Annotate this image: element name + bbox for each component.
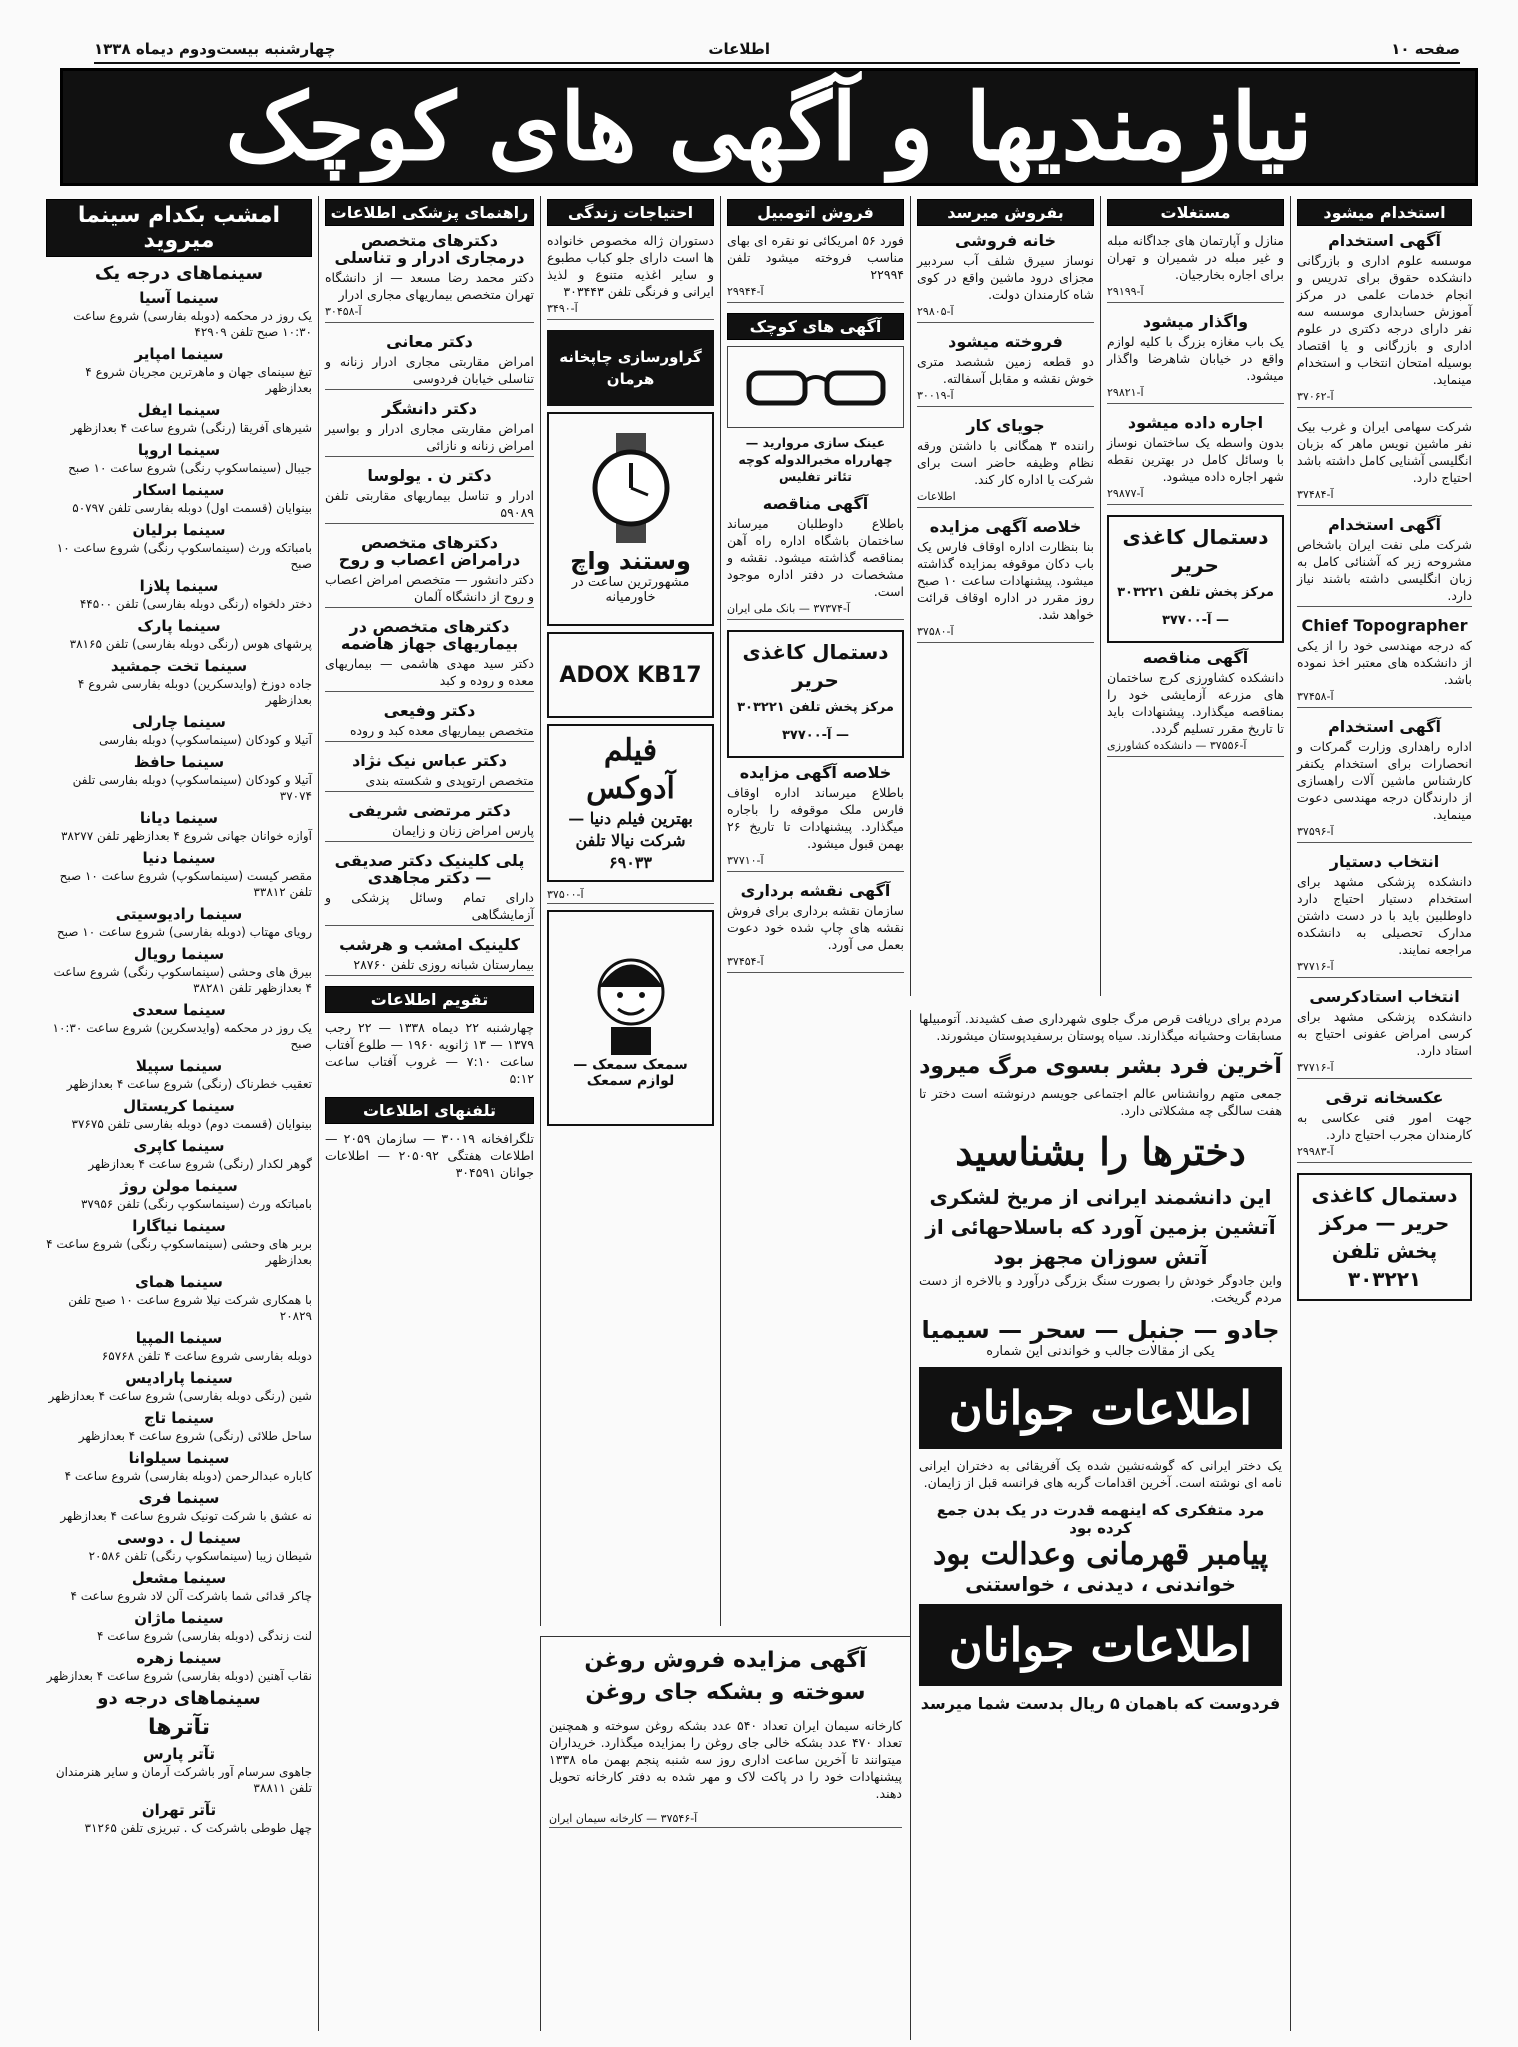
cinema-name: سینما مولن روژ — [120, 1177, 238, 1195]
cinema-list — [46, 289, 312, 1684]
cinema-name: سینما مشعل — [131, 1569, 227, 1587]
ad-code: آ-۳۷۷۱۶ — [1297, 958, 1472, 978]
theatres-head: تآترها — [148, 1715, 210, 1740]
calendar-head: تقویم اطلاعات — [325, 986, 534, 1013]
tissue-ad-sub: مرکز پخش تلفن ۳۰۳۲۲۱ — آ-۳۷۷۰۰ — [1117, 585, 1274, 628]
cinema-name: سینما پارادیس — [125, 1369, 233, 1387]
cinema-name: سینما آسیا — [139, 289, 219, 307]
column-cinema — [40, 196, 318, 2031]
ad-text: دستوران ژاله مخصوص خانواده ها است دارای جلو کباب مطبوع و سایر اغذیه متنوع و لذیذ ایرانی و فرنگی تلفن ۳۰۳۴۴۳ — [547, 233, 714, 299]
cinema-name: سینما امپایر — [134, 345, 224, 363]
cinema-name: سینما ماژان — [134, 1609, 224, 1627]
cinema-name: سینما ل . دوسی — [116, 1529, 241, 1547]
doctors-list — [325, 232, 534, 976]
wristwatch-icon — [576, 433, 686, 543]
classified-ad — [1297, 1089, 1472, 1163]
ad-title: دکتر ن . یولوسا — [367, 466, 492, 485]
classified-ad — [325, 333, 534, 390]
cinema-program: تعقیب خطرناک (رنگی) شروع ساعت ۴ بعدازظهر — [66, 1077, 312, 1091]
ad-code — [1297, 604, 1472, 607]
ad-code: اطلاعات — [917, 488, 1094, 508]
classified-ad — [325, 702, 534, 742]
ad-title: عکسخانه ترقی — [1325, 1088, 1444, 1107]
phones-head: تلفنهای اطلاعات — [325, 1097, 534, 1124]
feature-notice-4: یک دختر ایرانی که گوشه‌نشین شده یک آفریقائی به دختران ایرانی نامه ای نوشته است. آخرین اقدامات گربه های فرانسه قبل از زایمان. — [919, 1458, 1282, 1490]
cinema-program: دوبله بفارسی شروع ساعت ۴ تلفن ۶۵۷۶۸ — [101, 1349, 312, 1363]
cinema-program: آتیلا و کودکان (سینماسکوپ) دوبله بفارسی تلفن ۳۷۰۷۴ — [72, 773, 312, 803]
page-number: صفحه ۱۰ — [1391, 40, 1460, 58]
cinema-program: آوازه خوانان جهانی شروع ۴ بعدازظهر تلفن ۳۸۲۷۷ — [60, 829, 312, 843]
cinema-program: جاده دوزخ (وایدسکرین) دوبله بفارسی شروع ۴ بعدازظهر — [77, 677, 312, 707]
ad-code: آ-۳۰۰۱۹ — [917, 387, 1094, 407]
tissue-ad-2 — [1107, 515, 1284, 643]
eyeglasses-icon — [741, 365, 891, 409]
watch-ad — [547, 412, 714, 626]
auction-text: بنا بنظارت اداره اوقاف فارس یک باب دکان موقوفه بمزایده گذاشته میشود. پیشنهادات ساعت ۱۰ صبح روز مقرر در اداره اوقاف قرائت خواهد شد. — [917, 539, 1094, 622]
classified-ad — [1107, 232, 1284, 303]
first-class-head: سینماهای درجه یک — [94, 263, 264, 284]
cinema-name: سینما حافظ — [133, 753, 225, 771]
ad-code: آ-۳۴۹۰ — [547, 300, 714, 320]
magazine-logo-1: اطلاعات جوانان — [919, 1367, 1282, 1449]
cinema-program: بربر های وحشی (سینماسکوپ رنگی) شروع ساعت ۴ بعدازظهر — [46, 1237, 312, 1267]
cinema-program: پرشهای هوس (رنگی دوبله بفارسی) تلفن ۳۸۱۶۵ — [69, 637, 312, 651]
cinema-program: بینوایان (قسمت دوم) دوبله بفارسی تلفن ۳۷۶۷۵ — [71, 1117, 312, 1131]
ad-text: ادرار و تناسل بیماریهای مقاربتی تلفن ۵۹۰۸۹ — [325, 488, 534, 520]
ad-code: آ-۳۷۴۸۴ — [1297, 486, 1472, 506]
cinema-name: سینما کریستال — [123, 1097, 235, 1115]
ad-code: آ-۳۷۵۹۶ — [1297, 823, 1472, 843]
tissue-ad: دستمال کاغذی حریر — مرکز پخش تلفن ۳۰۳۲۲۱ — [1297, 1173, 1472, 1301]
cinema-program: چهل طوطی باشرکت ک . تبریزی تلفن ۳۱۲۶۵ — [84, 1821, 312, 1835]
cinema-program: مقصر کیست (سینماسکوپ) شروع ساعت ۱۰ صبح تلفن ۳۳۸۱۲ — [59, 869, 312, 899]
ad-text: امراض مقاربتی مجاری ادرار زنانه و تناسلی خیابان فردوسی — [325, 354, 534, 386]
cinema-name: سینما اسکار — [133, 481, 225, 499]
ad-code — [325, 521, 534, 524]
ad-title: دکترهای متخصص در بیماریهای جهاز هاضمه — [340, 617, 519, 653]
ad-title: دکترهای متخصص درمجاری ادرار و تناسلی — [334, 231, 525, 267]
ad-code — [325, 973, 534, 976]
classified-ad — [1297, 516, 1472, 607]
cinema-program: چاکر قدائی شما باشرکت آلن لاد شروع ساعت ۴ — [70, 1589, 312, 1603]
series-sub: یکی از مقالات جالب و خواندنی این شماره — [986, 1344, 1215, 1359]
tender-notice-2 — [727, 495, 904, 620]
tender-title: آگهی مناقصه — [762, 494, 869, 513]
column-realestate — [1100, 196, 1290, 996]
ad-title: فروخته میشود — [948, 332, 1063, 351]
ad-code: آ-۲۹۹۴۴ — [727, 283, 904, 303]
column-head: احتیاجات زندگی — [547, 199, 714, 226]
classified-ad — [325, 618, 534, 692]
ad-title: آگهی استخدام — [1328, 515, 1441, 534]
cinema-program: بامباتکه ورث (سینماسکوپ رنگی) شروع ساعت ۱۰ صبح — [56, 541, 312, 571]
classified-ad — [1297, 988, 1472, 1079]
cinema-name: سینما زهره — [136, 1649, 222, 1667]
feature-headline-2: دخترها را بشناسید — [955, 1129, 1246, 1174]
ad-code: آ-۲۹۸۷۷ — [1107, 485, 1284, 505]
classified-ad — [1297, 718, 1472, 843]
ad-title: Chief Topographer — [1301, 616, 1468, 635]
ad-title: دکتر مرتضی شریفی — [348, 801, 511, 820]
cinema-name: سینما پلازا — [139, 577, 219, 595]
mapping-title: آگهی نقشه برداری — [740, 881, 891, 900]
calendar-text: چهارشنبه ۲۲ دیماه ۱۳۳۸ — ۲۲ رجب ۱۳۷۹ — ۱۳ ژانویه ۱۹۶۰ — طلوع آفتاب ساعت ۷:۱۰ — غروب آفتاب ساعت ۵:۱۲ — [325, 1020, 534, 1086]
oil-auction — [540, 1636, 910, 2031]
auction-text: باطلاع میرساند اداره اوقاف فارس ملک موقوفه را باجاره میگذارد. پیشنهادات تا تاریخ ۲۶ بهمن قبول میشود. — [727, 785, 904, 851]
ad-code: آ-۳۷۷۱۶ — [1297, 1059, 1472, 1079]
classified-ad — [325, 752, 534, 792]
feature-sub-4: خواندنی ، دیدنی ، خواستنی — [965, 1572, 1236, 1596]
classified-ad — [1107, 414, 1284, 505]
ad-title: جویای کار — [966, 416, 1045, 435]
ad-title: دکتر دانشگر — [382, 399, 477, 418]
auction-code: آ-۳۷۵۸۰ — [917, 623, 1094, 643]
column-life — [540, 196, 720, 1626]
cinema-program: نه عشق با شرکت تونیک شروع ساعت ۴ بعدازظهر — [60, 1509, 312, 1523]
woman-face-icon — [586, 947, 676, 1057]
cinema-program: شیطان زیبا (سینماسکوپ رنگی) تلفن ۲۰۵۸۶ — [88, 1549, 312, 1563]
ad-title: دکتر معانی — [386, 332, 473, 351]
cinema-name: تآتر تهران — [141, 1801, 217, 1819]
cinema-program: گوهر لکدار (رنگی) شروع ساعت ۴ بعدازظهر — [88, 1157, 312, 1171]
ad-text: دارای تمام وسائل پزشکی و آزمایشگاهی — [325, 890, 534, 922]
small-ads-head: آگهی های کوچک — [727, 313, 904, 340]
paper-name: اطلاعات — [708, 40, 770, 58]
ad-code: آ-۲۹۱۹۹ — [1107, 283, 1284, 303]
ad-code: آ-۲۹۸۰۵ — [917, 303, 1094, 323]
cinema-name: سینما اروپا — [137, 441, 221, 459]
classified-ad — [547, 232, 714, 320]
ad-text: راننده ۳ همگانی با داشتن ورقه نظام وظیفه حاضر است برای شرکت یا اداره کار کند. — [917, 438, 1094, 487]
cinema-name: سینما فری — [138, 1489, 220, 1507]
cinema-name: سینما برلیان — [132, 521, 226, 539]
ad-text: پارس امراض زنان و زایمان — [392, 823, 534, 838]
ad-text: جهت امور فنی عکاسی به کارمندان مجرب احتیاج دارد. — [1297, 1110, 1472, 1142]
cinema-program: شیرهای آفریقا (رنگی) شروع ساعت ۴ بعدازظهر — [70, 421, 312, 435]
cinema-program: شین (رنگی دوبله بفارسی) شروع ساعت ۴ بعدازظهر — [48, 1389, 312, 1403]
ad-code: آ-۲۹۸۲۱ — [1107, 384, 1284, 404]
ad-title: خانه فروشی — [954, 231, 1057, 250]
ad-text: دکتر محمد رضا مسعد — از دانشگاه تهران متخصص بیماریهای مجاری ادرار — [325, 270, 534, 302]
film-ad-sub: بهترین فیلم دنیا — شرکت نیالا تلفن ۶۹۰۳۳ — [568, 809, 693, 872]
ad-text: دو قطعه زمین ششصد متری خوش نقشه و مقابل آسفالته. — [917, 354, 1094, 386]
tissue-ad-title: دستمال کاغذی حریر — [742, 640, 889, 692]
forsale-list — [917, 232, 1094, 508]
ad-title: کلینیک امشب و هرشب — [339, 935, 520, 954]
classified-ad — [325, 400, 534, 457]
cinema-program: بامباتکه ورث (سینماسکوپ رنگی) تلفن ۳۷۹۵۶ — [80, 1197, 312, 1211]
second-class-head: سینماهای درجه دو — [97, 1688, 261, 1709]
ad-code — [325, 739, 534, 742]
column-head: استخدام میشود — [1297, 199, 1472, 226]
ad-code: آ-۳۰۴۵۸ — [325, 303, 534, 323]
classified-ad — [1297, 617, 1472, 708]
tender-notice — [1107, 649, 1284, 757]
ad-title: دکتر وفیعی — [383, 701, 476, 720]
tissue-ad-title: دستمال کاغذی حریر — [1122, 525, 1269, 577]
classified-ad — [1297, 232, 1472, 408]
classified-ad — [1297, 418, 1472, 506]
cinema-name: سینما المپیا — [135, 1329, 223, 1347]
column-head: مستغلات — [1107, 199, 1284, 226]
ad-text: دکتر سید مهدی هاشمی — بیماریهای معده و روده و کبد — [325, 656, 534, 688]
cinema-name: سینما پارک — [137, 617, 221, 635]
ad-code — [325, 454, 534, 457]
auction-notice-2 — [727, 764, 904, 872]
tissue-ad-sub: مرکز پخش تلفن ۳۰۳۲۲۱ — آ-۳۷۷۰۰ — [737, 700, 894, 743]
cars-list — [727, 232, 904, 303]
column-cars — [720, 196, 910, 1626]
cinema-program: نقاب آهنین (دوبله بفارسی) شروع ساعت ۴ بعدازظهر — [46, 1669, 312, 1683]
cinema-name: سینما همای — [135, 1273, 223, 1291]
ad-code — [325, 789, 534, 792]
ad-title: دکترهای متخصص درامراض اعصاب و روح — [338, 533, 521, 569]
feature-notice-1: مردم برای دریافت قرص مرگ جلوی شهرداری صف کشیدند. آتومبیلها مسابقات وحشیانه میگذارند. سیاه پوستان برسفیدپوستان میشورند. — [919, 1011, 1282, 1043]
series-title: جادو — جنبل — سحر — سیمیا — [921, 1316, 1280, 1344]
tender-code: آ-۳۷۵۵۶ — دانشکده کشاورزی — [1107, 737, 1284, 757]
ad-text: موسسه علوم اداری و بازرگانی دانشکده حقوق برای تدریس و انجام خدمات علمی در مرکز آموزش حسابداری موسسه سه نفر دارای درجه دکتری در علوم اداری و بازرگانی و یا اقتصاد بوسیله امتحان انتخاب و استخدام مینماید. — [1297, 253, 1472, 387]
cinema-name: سینما دنیا — [142, 849, 216, 867]
ad-text: دانشکده پزشکی مشهد برای کرسی امراض عفونی احتیاج به استاد دارد. — [1297, 1009, 1472, 1058]
classified-ad — [917, 232, 1094, 323]
ad-title: آگهی استخدام — [1328, 231, 1441, 250]
cinema-name: سینما دیانا — [139, 809, 219, 827]
mapping-notice — [727, 882, 904, 973]
cinema-program: کاباره عبدالرحمن (دوبله بفارسی) شروع ساعت ۴ — [64, 1469, 312, 1483]
tender-text: باطلاع داوطلبان میرساند ساختمان باشگاه اداره راه آهن بمناقصه گذاشته میشود. نقشه و مشخصات در دفتر اداره موجود است. — [727, 516, 904, 599]
cinema-program: دختر دلخواه (رنگی دوبله بفارسی) تلفن ۴۴۵۰۰ — [79, 597, 312, 611]
life-list — [547, 232, 714, 320]
cinema-program: جیبال (سینماسکوپ رنگی) شروع ساعت ۱۰ صبح — [68, 461, 312, 475]
watch-brand: وستند واچ — [570, 547, 691, 575]
ad-code — [325, 839, 534, 842]
cinema-program: ساحل طلائی (رنگی) شروع ساعت ۴ بعدازظهر — [78, 1429, 312, 1443]
engraving-ad: گراورسازی چاپخانه هرمان — [547, 330, 714, 406]
page-header — [94, 38, 1460, 64]
classified-ad — [325, 534, 534, 608]
cinema-name: سینما چارلی — [132, 713, 226, 731]
feature-notice-2: جمعی متهم روانشناس عالم اجتماعی جویسم درنوشته است دختر تا هفت سالگی چه مشکلاتی دارد. — [919, 1086, 1282, 1118]
classified-ad — [917, 417, 1094, 508]
cinema-program: بینوایان (قسمت اول) دوبله بفارسی تلفن ۵۰۷۹۷ — [72, 501, 312, 515]
cinema-program: جاهوی سرسام آور باشرکت آرمان و سایر هنرمندان تلفن ۳۸۸۱۱ — [55, 1765, 312, 1795]
cinema-name: سینما تخت جمشید — [110, 657, 248, 675]
cinema-program: رویای مهتاب (دوبله بفارسی) شروع ساعت ۱۰ صبح — [56, 925, 312, 939]
adox-film-box: ADOX KB17 — [547, 632, 714, 718]
ad-title: آگهی استخدام — [1328, 717, 1441, 736]
column-medical — [318, 196, 540, 2031]
cinema-name: سینما کاپری — [133, 1137, 225, 1155]
ad-text: متخصص ارتوپدی و شکسته بندی — [365, 773, 534, 788]
column-head: راهنمای پزشکی اطلاعات — [325, 199, 534, 226]
section-banner: نیازمندیها و آگهی های کوچک — [60, 68, 1478, 186]
center-feature — [910, 1010, 1290, 2040]
classified-ad — [325, 936, 534, 976]
feature-headline-3: این دانشمند ایرانی از مریخ لشکری آتشین بزمین آورد که باسلاحهائی از آتش سوزان مجهز بود — [925, 1185, 1276, 1269]
column-head: بفروش میرسد — [917, 199, 1094, 226]
ad-code: آ-۳۷۴۵۸ — [1297, 688, 1472, 708]
cinema-program: با همکاری شرکت نیلا شروع ساعت ۱۰ صبح تلفن ۲۰۸۲۹ — [68, 1293, 312, 1323]
cinema-program: بیرق های وحشی (سینماسکوپ رنگی) شروع ساعت ۴ بعدازظهر تلفن ۳۸۲۸۱ — [53, 965, 312, 995]
oil-auction-title: آگهی مزایده فروش روغن سوخته و بشکه جای روغن — [584, 1648, 867, 1705]
ad-title: دکتر عباس نیک نژاد — [352, 751, 507, 770]
column-head: فروش اتومبیل — [727, 199, 904, 226]
ad-title: پلی کلینیک دکتر صدیقی — دکتر مجاهدی — [334, 851, 525, 887]
auction-title: خلاصه آگهی مزایده — [929, 517, 1082, 536]
tender-title: آگهی مناقصه — [1142, 648, 1249, 667]
cinema-name: سینما سیلوانا — [128, 1449, 230, 1467]
feature-notice-3: واین جادوگر خودش را بصورت سنگ بزرگی درآورد و بالاخره از دست مردم گریخت. — [919, 1273, 1282, 1305]
feature-headline-4: پیامبر قهرمانی وعدالت بود — [932, 1537, 1269, 1572]
tender-text: دانشکده کشاورزی کرج ساختمان های مزرعه آزمایشی خود را بمناقصه میگذارد. پیشنهادات باید تا تاریخ مقرر تسلیم گردد. — [1107, 670, 1284, 736]
feature-pre-4: مرد متفکری که اینهمه قدرت در یک بدن جمع کرده بود — [936, 1501, 1265, 1537]
auction-notice — [917, 518, 1094, 643]
ad-text: دانشکده پزشکی مشهد برای استخدام دستیار احتیاج دارد داوطلبین باید با در دست داشتن مدارک تحصیلی به دانشکده مراجعه نمایند. — [1297, 874, 1472, 957]
cinema-name: تآتر پارس — [142, 1745, 216, 1763]
oil-auction-code: آ-۳۷۵۴۶ — کارخانه سیمان ایران — [549, 1812, 902, 1828]
ad-text: بیمارستان شبانه روزی تلفن ۲۸۷۶۰ — [353, 957, 534, 972]
cinema-program: آتیلا و کودکان (سینماسکوپ) دوبله بفارسی — [99, 733, 312, 747]
ad-text: اداره راهداری وزارت گمرکات و انحصارات برای استخدام یکنفر کارشناس ماشین آلات راهسازی از دارندگان درجه مهندسی دعوت مینماید. — [1297, 739, 1472, 822]
ad-text: فورد ۵۶ امریکائی نو نقره ای بهای مناسب فروخته میشود تلفن ۲۲۹۹۴ — [727, 233, 904, 282]
hearing-aid-text: سمعک سمعک — لوازم سمعک — [573, 1057, 688, 1089]
ad-code — [325, 387, 534, 390]
cinema-name: سینما سپیلا — [135, 1057, 223, 1075]
tender-code: آ-۳۷۳۷۴ — بانک ملی ایران — [727, 600, 904, 620]
classified-ad — [325, 852, 534, 926]
mapping-code: آ-۳۷۴۵۴ — [727, 953, 904, 973]
ad-text: شرکت سهامی ایران و غرب بیک نفر ماشین نویس ماهر که بزبان انگلیسی آشنایی کامل داشته باشد احتیاج دارد. — [1297, 419, 1472, 485]
classified-ad — [325, 802, 534, 842]
eyeglasses-text: عینک سازی مروارید — چهارراه مخبرالدوله کوچه تئاتر تفلیس — [738, 435, 893, 484]
ad-code — [325, 689, 534, 692]
column-head: امشب بکدام سینما میروید — [46, 199, 312, 257]
feature-footer: فردوست که باهمان ۵ ریال بدست شما میرسد — [920, 1694, 1281, 1713]
column-employment — [1290, 196, 1478, 2031]
magazine-logo-2: اطلاعات جوانان — [919, 1604, 1282, 1686]
ad-text: دکتر دانشور — متخصص امراض اعصاب و روح از دانشگاه آلمان — [325, 572, 534, 604]
watch-slogan: مشهورترین ساعت در خاورمیانه — [571, 575, 690, 605]
feature-headline-1: آخرین فرد بشر بسوی مرگ میرود — [919, 1054, 1282, 1079]
classified-ad — [917, 333, 1094, 407]
ad-text: امراض مقاربتی مجاری ادرار و بواسیر امراض زنانه و نازائی — [325, 421, 534, 453]
classified-ad — [1107, 313, 1284, 404]
ad-title: اجاره داده میشود — [1127, 413, 1264, 432]
ad-text: متخصص بیماریهای معده کبد و روده — [349, 723, 534, 738]
cinema-name: سینما ایفل — [137, 401, 221, 419]
ad-code: آ-۳۷۰۶۲ — [1297, 388, 1472, 408]
ad-code — [325, 923, 534, 926]
cinema-name: سینما نیاگارا — [132, 1217, 226, 1235]
oil-auction-text: کارخانه سیمان ایران تعداد ۵۴۰ عدد بشکه روغن سوخته و همچنین تعداد ۴۷۰ عدد بشکه خالی جای روغن را بمزایده میگذارد. خریداران میتوانند تا آخرین ساعت اداری روز سه شنبه پنجم بهمن ماه ۱۳۳۸ پیشنهادات خود را در پاکت لاک و مهر شده به دفتر کارخانه تحویل دهند. — [549, 1718, 902, 1801]
film-ad — [547, 724, 714, 882]
cinema-program: لنت زندگی (دوبله بفارسی) شروع ساعت ۴ — [97, 1629, 312, 1643]
column-forsale — [910, 196, 1100, 996]
ad-title: انتخاب استادکرسی — [1309, 987, 1460, 1006]
ad-code: آ-۲۹۹۸۳ — [1297, 1143, 1472, 1163]
classified-ad — [1297, 853, 1472, 978]
ad-code — [325, 605, 534, 608]
realestate-list — [1107, 232, 1284, 505]
ad-text: منازل و آپارتمان های جداگانه مبله و غیر مبله در شمیران و تهران برای اجاره بخارجیان. — [1107, 233, 1284, 282]
employment-list — [1297, 232, 1472, 1163]
ad-text: که درجه مهندسی خود را از یکی از دانشکده های معتبر اخذ نموده باشد. — [1297, 638, 1472, 687]
cinema-program: تیغ سینمای جهان و ماهرترین مجریان شروع ۴ بعدازظهر — [85, 365, 312, 395]
ad-text: شرکت ملی نفت ایران باشخاص مشروحه زیر که آشنائی کامل به زبان انگلیسی داشته باشند نیاز دارد. — [1297, 537, 1472, 603]
cinema-name: سینما تاج — [144, 1409, 214, 1427]
cinema-program: یک روز در محکمه (دوبله بفارسی) شروع ساعت ۱۰:۳۰ صبح تلفن ۴۲۹۰۹ — [73, 309, 312, 339]
cinema-name: سینما رویال — [133, 945, 225, 963]
auction-title: خلاصه آگهی مزایده — [739, 763, 892, 782]
tissue-ad-3 — [727, 630, 904, 758]
phones-text: تلگرافخانه ۳۰۰۱۹ — سازمان ۲۰۵۹ — اطلاعات هفتگی ۲۰۵۰۹۲ — اطلاعات جوانان ۳۰۴۵۹۱ — [325, 1131, 534, 1180]
theatre-list — [46, 1745, 312, 1836]
classified-ad — [325, 467, 534, 524]
issue-date: چهارشنبه بیست‌ودوم دیماه ۱۳۳۸ — [94, 40, 336, 58]
cinema-name: سینما رادیوسیتی — [115, 905, 243, 923]
ad-text: بدون واسطه یک ساختمان نوساز با وسائل کامل در بهترین نقطه شهر اجاره داده میشود. — [1107, 435, 1284, 484]
ad-title: واگذار میشود — [1142, 312, 1249, 331]
notice-code: آ-۳۷۵۰۰ — [547, 888, 714, 904]
eyeglasses-ad — [727, 346, 904, 428]
ad-text: نوساز سیرق شلف آب سردبیر مجزای درود ماشین واقع در کوی شاه کارمندان دولت. — [917, 253, 1094, 302]
cinema-program: یک روز در محکمه (وایدسکرین) شروع ساعت ۱۰:۳۰ صبح — [52, 1021, 312, 1051]
cinema-name: سینما سعدی — [132, 1001, 226, 1019]
auction-code: آ-۳۷۷۱۰ — [727, 852, 904, 872]
classified-ad — [727, 232, 904, 303]
classified-ad — [325, 232, 534, 323]
mapping-text: سازمان نقشه برداری برای فروش نقشه های چاپ شده خود دعوت بعمل می آورد. — [727, 903, 904, 952]
ad-title: انتخاب دستیار — [1329, 852, 1440, 871]
ad-text: یک باب مغازه بزرگ با کلیه لوازم واقع در خیابان شاهرضا واگذار میشود. — [1107, 334, 1284, 383]
film-ad-title: فیلم آدوکس — [586, 733, 675, 806]
hearing-aid-ad — [547, 910, 714, 1126]
